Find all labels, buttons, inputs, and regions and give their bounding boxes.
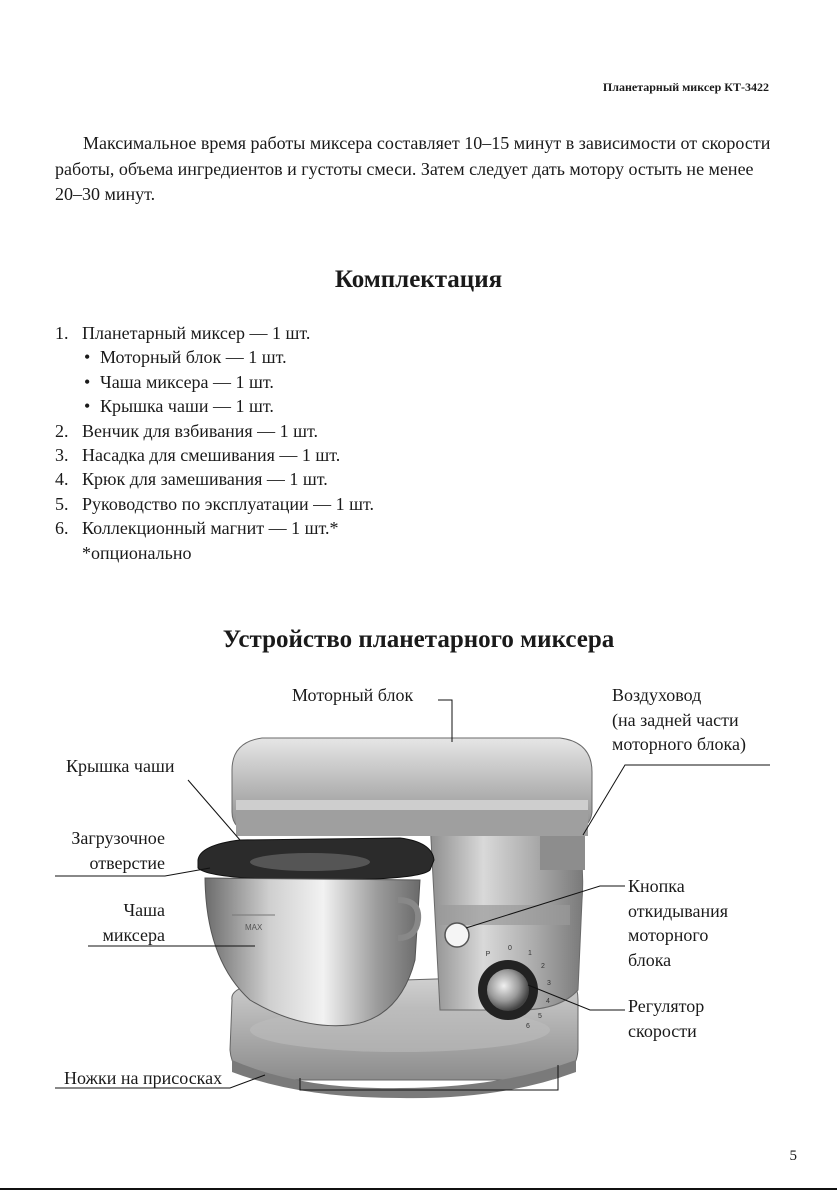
intro-paragraph: Максимальное время работы миксера составляет 10–15 минут в зависимости от скорости работы, объема ингредиентов и густоты смеси. Затем следует дать мотору остыть не менее 20–30 минут. [55,133,771,204]
label-motor-block: Моторный блок [292,685,414,705]
dial-mark: P [485,951,491,958]
item-text: Планетарный миксер — 1 шт. [82,323,311,343]
bullet: • [84,347,91,368]
label-tilt-button: Кнопка откидывания моторного блока [628,876,729,970]
bullet: • [84,396,91,417]
item-number: 2. [55,420,69,441]
label-speed-regulator: Регулятор скорости [628,996,705,1041]
item-text: Крышка чаши — 1 шт. [100,396,274,417]
item-text: Венчик для взбивания — 1 шт. [82,420,319,441]
label-air-duct: Воздуховод (на задней части моторного блока) [612,685,746,754]
item-text: Коллекционный магнит — 1 шт.* [82,518,339,539]
item-text: Руководство по эксплуатации — 1 шт. [82,493,374,514]
bowl-max-mark: MAX [245,923,263,932]
dial-mark: 6 [526,1023,530,1030]
device-title: Устройство планетарного миксера [222,626,615,653]
item-number: 6. [55,518,69,539]
footnote: *опционально [82,542,192,563]
dial-mark: 3 [547,980,551,987]
page-number: 5 [789,1148,797,1164]
dial-mark: 1 [528,950,532,957]
tilt-button [445,923,469,947]
item-number: 3. [55,445,69,466]
dial-mark: 0 [508,945,512,952]
item-number: 4. [55,469,69,490]
dial-mark: 5 [538,1013,542,1020]
label-bowl: Чаша миксера [102,900,165,945]
item-text: Чаша миксера — 1 шт. [100,371,274,392]
kit-title: Комплектация [334,266,503,293]
label-loading-hole: Загрузочное отверстие [71,828,165,873]
item-text: Моторный блок — 1 шт. [100,347,287,368]
label-suction-feet: Ножки на присосках [64,1068,223,1088]
item-text: Насадка для смешивания — 1 шт. [82,445,341,466]
dial-mark: 4 [546,998,550,1005]
item-number: 5. [55,493,69,514]
item-text: Крюк для замешивания — 1 шт. [82,469,328,490]
bottom-rule [0,1188,837,1190]
label-bowl-lid: Крышка чаши [66,756,175,776]
running-header: Планетарный миксер КТ-3422 [602,80,769,94]
bullet: • [84,371,91,392]
item-number: 1. [55,323,69,343]
dial-mark: 2 [541,963,545,970]
